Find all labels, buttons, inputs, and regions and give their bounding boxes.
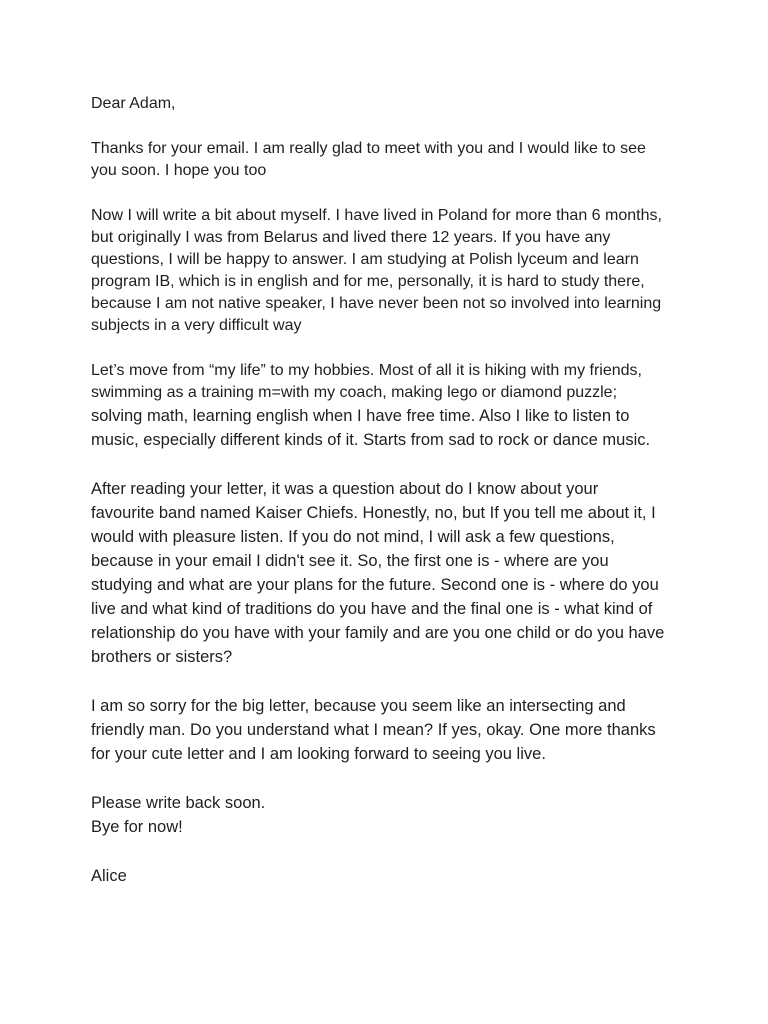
paragraph-line: brothers or sisters? [91, 648, 233, 666]
closing-line: Bye for now! [91, 818, 183, 836]
paragraph-line: live and what kind of traditions do you have and the final one is - what kind of [91, 600, 653, 618]
paragraph-line: because in your email I didn't see it. So, the first one is - where are you [91, 552, 609, 570]
letter-greeting: Dear Adam, [91, 95, 176, 112]
paragraph-line: favourite band named Kaiser Chiefs. Honestly, no, but If you tell me about it, I [91, 504, 656, 522]
letter-block-top [91, 93, 691, 404]
paragraph-line: subjects in a very difficult way [91, 317, 302, 334]
paragraph-line: relationship do you have with your family and are you one child or do you have [91, 624, 665, 642]
paragraph-line: friendly man. Do you understand what I mean? If yes, okay. One more thanks [91, 721, 656, 739]
paragraph-apology [91, 694, 691, 766]
paragraph-line: for your cute letter and I am looking forward to seeing you live. [91, 745, 546, 763]
paragraph-thanks [91, 138, 691, 182]
paragraph-line: program IB, which is in english and for me, personally, it is hard to study there, [91, 273, 645, 290]
paragraph-line: Thanks for your email. I am really glad to meet with you and I would like to see [91, 140, 646, 157]
paragraph-about-myself [91, 205, 691, 337]
paragraph-line: Let’s move from “my life” to my hobbies. Most of all it is hiking with my friends, [91, 362, 642, 379]
paragraph-line: swimming as a training m=with my coach, making lego or diamond puzzle; [91, 384, 618, 401]
paragraph-line: questions, I will be happy to answer. I am studying at Polish lyceum and learn [91, 251, 639, 268]
closing-line: Please write back soon. [91, 794, 266, 812]
paragraph-line: music, especially different kinds of it. Starts from sad to rock or dance music. [91, 431, 651, 449]
paragraph-line: would with pleasure listen. If you do not mind, I will ask a few questions, [91, 528, 615, 546]
paragraph-line: you soon. I hope you too [91, 162, 267, 179]
paragraph-line: because I am not native speaker, I have never been not so involved into learning [91, 295, 662, 312]
paragraph-line: I am so sorry for the big letter, because you seem like an intersecting and [91, 697, 626, 715]
paragraph-line: studying and what are your plans for the future. Second one is - where do you [91, 576, 659, 594]
paragraph-line: Now I will write a bit about myself. I have lived in Poland for more than 6 months, [91, 207, 662, 224]
paragraph-line: After reading your letter, it was a question about do I know about your [91, 480, 599, 498]
paragraph-hobbies-intro [91, 360, 691, 404]
letter-page [91, 93, 691, 888]
letter-block-bottom [91, 404, 691, 888]
letter-signature: Alice [91, 867, 127, 885]
paragraph-line: but originally I was from Belarus and lived there 12 years. If you have any [91, 229, 611, 246]
paragraph-line: solving math, learning english when I have free time. Also I like to listen to [91, 407, 630, 425]
paragraph-questions [91, 477, 691, 669]
paragraph-hobbies-rest [91, 404, 691, 452]
letter-closing [91, 791, 691, 839]
